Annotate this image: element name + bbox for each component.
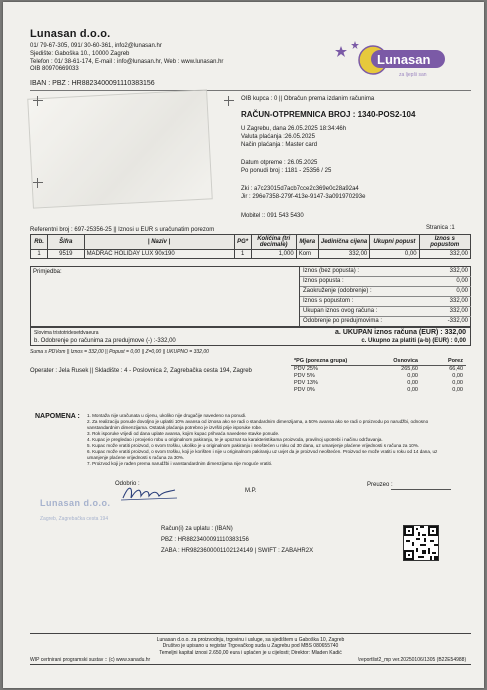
table-header-row (31, 235, 471, 250)
col-mjera: Mjera (296, 235, 318, 250)
pdv-row: PDV 25% 265,60 66,40 (291, 366, 466, 374)
pdv-table (291, 358, 466, 394)
table-row (31, 250, 471, 259)
summary-row: Ukupan iznos ovog računa : 332,00 (300, 307, 471, 317)
footer-line: Lunasan d.o.o. za proizvodnju, trgovinu i usluge, sa sjedištem u Gaboška 10, Zagreb (156, 637, 345, 643)
items-table-wrap (30, 234, 471, 259)
order-number: Po ponudi broj : 1181 - 25356 / 25 (241, 167, 332, 174)
page-number: Stranica :1 (426, 225, 455, 231)
col-kolicina: Količina (tri decimale) (251, 235, 296, 250)
summary-row: Iznos popusta : 0,00 (300, 277, 471, 287)
company-contact: Telefon : 01/ 38-61-174, E-mail : info@lunasan.hr, Web : www.lunasan.hr (30, 58, 224, 65)
odobrenje-predujam: b. Odobrenje po računima za predujmove (-) :-332,00 (34, 338, 176, 344)
logo-tagline: za ljepši san (399, 72, 427, 78)
stamp-line1: Lunasan d.o.o. (40, 498, 111, 508)
cell-kolicina: 1,000 (251, 250, 296, 259)
napomena-item: 6. Kupac može vratiti proizvod, o svom trošku, koji je korišten i nije u originalnom pakiranju uz uvjet da je proizvod neoštećen. Proizvod se može vratiti u roku od 14 dana, uz umanjenje plaćene vrijednosti s računa za 30%. (87, 448, 438, 460)
napomena-list (87, 413, 457, 467)
company-seat: Sjedište: Gaboška 10., 10000 Zagreb (30, 50, 130, 57)
col-naziv: | Naziv | (84, 235, 234, 250)
items-table (30, 234, 471, 259)
pdv-col-group: *PG (porezna grupa) (294, 358, 348, 364)
stamp-line2: Zagreb, Zagrebačka cesta 194 (40, 516, 109, 522)
napomena-item: 1. Montaža nije uračunata u cijenu, ukoliko nije drugačije navedeno na ponudi. (87, 413, 247, 418)
payment-line: ZABA : HR9823600001102124149 | SWIFT : ZABAHR2X (161, 547, 314, 554)
mp-label: M.P. (245, 488, 257, 494)
pdv-table-wrap (291, 358, 466, 394)
napomena-item: 7. Proizvod koji je rađen prema narudžbi i vanstandardnim dimenzijama nije moguće vratiti. (87, 460, 273, 466)
cell-iznos: 332,00 (419, 250, 470, 259)
total-c: c. Ukupno za platiti (a-b) (EUR) : 0,00 (361, 338, 466, 344)
cell-sifra: 9519 (48, 250, 84, 259)
company-stamp (40, 498, 150, 568)
cell-pg: 1 (234, 250, 251, 259)
footer-legal (30, 637, 471, 656)
suma-line: Suma s PDVom || Iznos = 332,00 || Popust = 0,00 || Z=0,00 || UKUPNO = 332,00 (30, 349, 209, 355)
napomena-item: 4. Kupac je pregledao i provjerio robu u originalnom pakiranju, te je upoznat sa karakteristikama proizvoda, pravilnoj upotrebi i načinu održavanja. (87, 436, 383, 442)
pdv-col-tax: Porez (448, 358, 463, 364)
oib-kupca: OIB kupca : 0 || Obračun prema izdanim računima (241, 96, 375, 102)
summary-row: Iznos s popustom : 332,00 (300, 297, 471, 307)
summary-row: Iznos (bez popusta) : 332,00 (300, 267, 471, 277)
company-phones: 01/ 79-67-305, 091/ 30-60-361, info2@lunasan.hr (30, 43, 162, 49)
napomena-item: 2. Za realizaciju ponude dovoljno je uplatiti 10% avansa od iznosa ako se radi o standardnim dimenzijama, a 50% avansa ako se radi o proizvodu po narudžbi, odnosno vanstandardnim dimenzijama. Ostatak plaćanja potrebno je izvršiti prije isporuke robe. (87, 418, 429, 430)
total-a: a. UKUPAN iznos računa (EUR) : 332,00 (335, 329, 466, 336)
crop-mark-icon (33, 178, 43, 188)
col-rb: Rb. (31, 235, 48, 250)
company-details (30, 43, 260, 74)
col-iznos: Iznos s popustom (419, 235, 470, 250)
cell-popust: 0,00 (370, 250, 419, 259)
cell-mjera: Kom (296, 250, 318, 259)
cell-cijena: 332,00 (318, 250, 369, 259)
payment-method: Način plaćanja : Master card (241, 141, 318, 148)
preuzeo-label: Preuzeo : (367, 482, 393, 488)
payment-line: Račun(i) za uplatu : (IBAN) (161, 526, 233, 532)
odobrio-label: Odobrio : (115, 481, 140, 487)
invoice-paper (3, 2, 484, 688)
footer-line: Društvo je upisano u registar Trgovačkog suda u Zagrebu pod MBS 080655740 (162, 643, 339, 650)
crop-mark-icon (33, 96, 43, 106)
pdv-row: PDV 0% 0,00 0,00 (294, 387, 463, 393)
cell-rb: 1 (31, 250, 48, 259)
logo-text: Lunasan (377, 52, 431, 67)
qr-code (403, 525, 439, 561)
reference-number: Referentni broj : 697-25356-25 || Iznosi u EUR s uračunatim porezom (30, 227, 215, 233)
pdv-row: PDV 5% 0,00 0,00 (294, 373, 463, 379)
totals-box (30, 327, 471, 346)
jir-code: Jir : 296e7358-279f-413e-9147-3a091970293e (241, 193, 366, 200)
payment-line: PBZ : HR8823400091110383156 (161, 536, 249, 543)
col-popust: Ukupni popust (370, 235, 419, 250)
cell-naziv: MADRAC HOLIDAY LUX 90x190 (84, 250, 234, 259)
company-iban: IBAN : PBZ : HR8823400091110383156 (30, 80, 155, 87)
summary-row: Zaokruženje (odobrenje) : 0,00 (300, 287, 471, 297)
summary-box (299, 267, 471, 327)
primjedba-label: Primjedba: (33, 269, 62, 275)
pdv-col-base: Osnovica (393, 358, 418, 364)
napomena-item: 3. Rok isporuke vrijedi od dana uplate avansa, kojim kupac prihvaća navedene stavke ponude. (87, 430, 280, 436)
company-oib: OIB 80970669033 (30, 66, 79, 73)
remarks-box (30, 266, 471, 327)
slovima: Slovima tristotridesetdvaeura (34, 330, 99, 336)
col-sifra: Šifra (48, 235, 84, 250)
col-pg: PG* (234, 235, 251, 250)
footer-line: Temeljni kapital iznosi 2.650,00 eura i uplaćen je u cijelosti; Direktor: Mladen Kadić (159, 649, 342, 656)
napomena-label: NAPOMENA : (35, 413, 80, 420)
dispatch-info (241, 160, 331, 176)
invoice-title: RAČUN-OTPREMNICA BROJ : 1340-POS2-104 (241, 110, 416, 119)
invoice-meta (241, 126, 346, 149)
crop-mark-icon (224, 96, 234, 106)
place-date: U Zagrebu, dana 26.05.2025 18:34:46h (241, 126, 347, 132)
document-pocket (27, 89, 213, 208)
fiscal-codes (241, 186, 365, 202)
company-name: Lunasan d.o.o. (30, 28, 111, 40)
lunasan-logo (333, 38, 453, 82)
dispatch-date: Datum otpreme : 26.05.2025 (241, 160, 318, 166)
napomena-item: 5. Kupac može vratiti proizvod, o svom trošku, ukoliko je u originalnom pakiranju i neoštećen u roku od 30 dana, uz umanjenje plaćene vrijednosti s računa za 10%. (87, 442, 420, 448)
zki-code: Zki : a7c23015d7acb7cce2c369e0c28a92a4 (241, 186, 359, 192)
payment-info (161, 526, 313, 555)
currency-date: Valuta plaćanja :26.05.2025 (241, 133, 315, 140)
pdv-header (291, 358, 466, 366)
operater: Operater : Jela Rusek || Skladište : 4 - Poslovnica 2, Zagrebačka cesta 194, Zagreb (30, 368, 252, 374)
footer-version: \reportlist2_mp ver.20250106/1305 (B22E54988) (358, 657, 467, 663)
mobile: Mobitel :: 091 543 5430 (241, 213, 304, 219)
pdv-row: PDV 13% 0,00 0,00 (294, 380, 463, 386)
col-cijena: Jedinična cijena (318, 235, 369, 250)
footer-software: WIP certnirani programski sustav :: (c) www.xanadu.hr (30, 657, 151, 663)
summary-row: Odobrenje po predujmovima : -332,00 (303, 318, 468, 324)
